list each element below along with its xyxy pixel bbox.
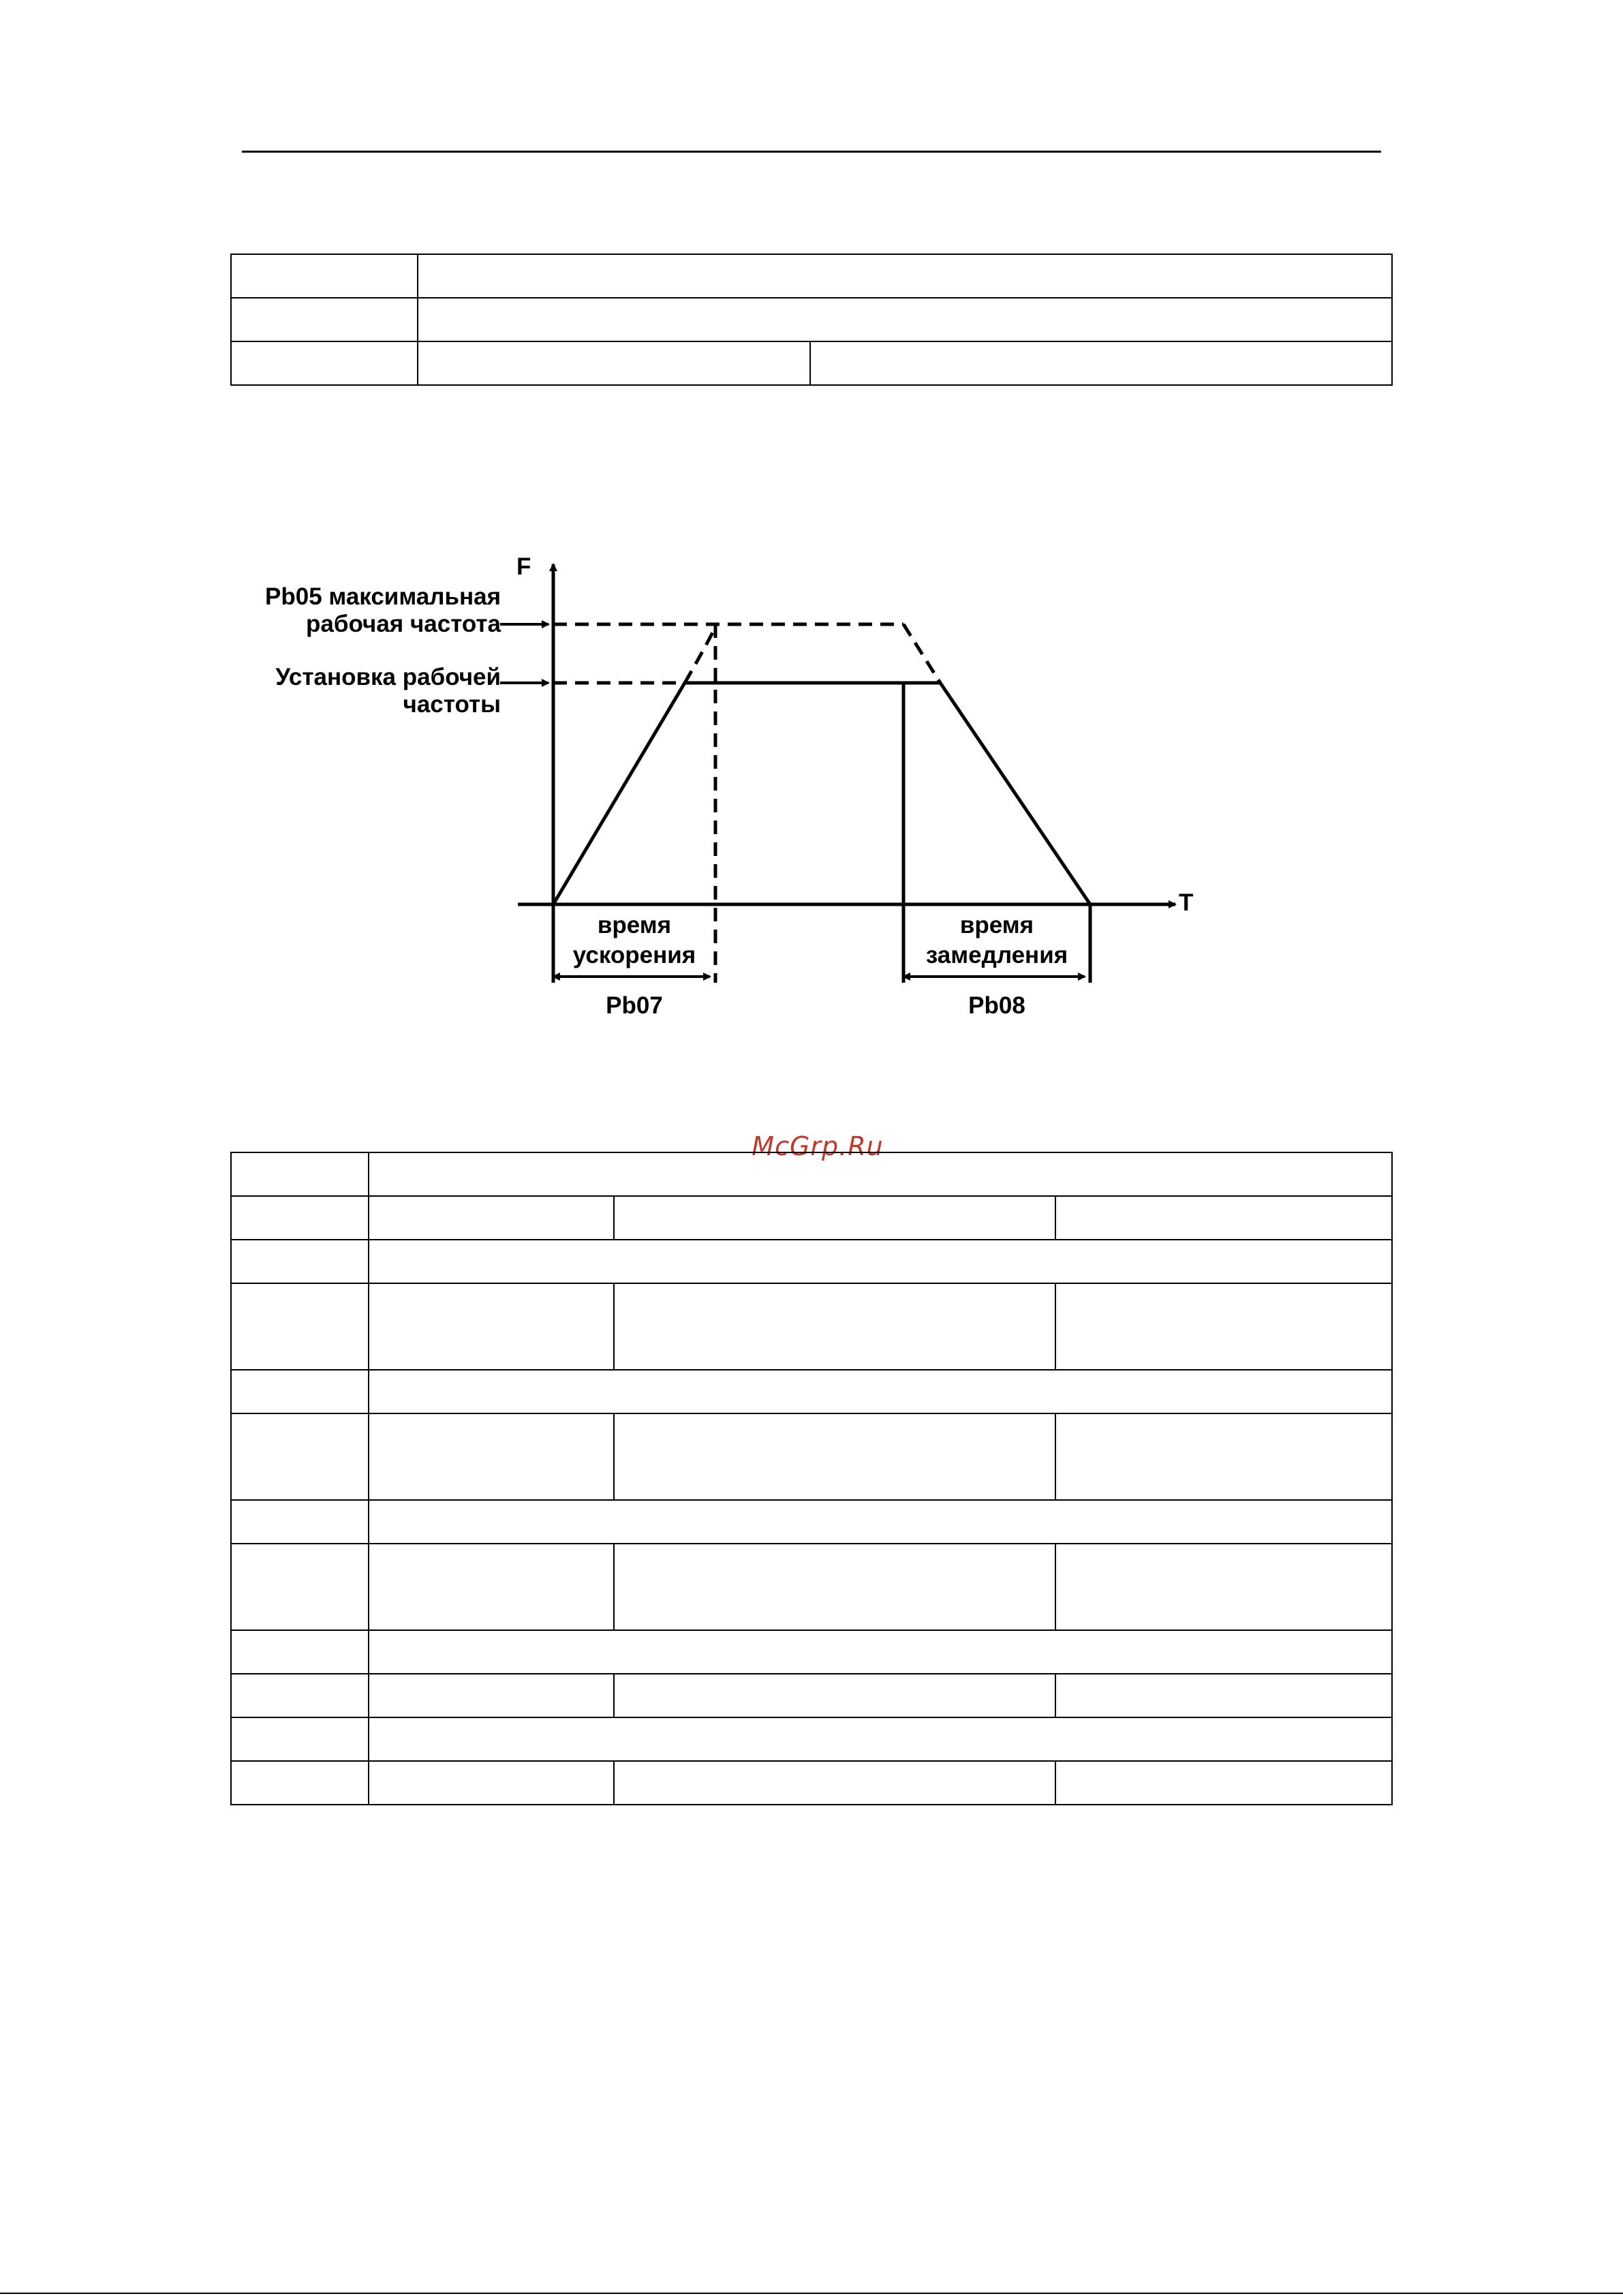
table-cell <box>810 341 1392 385</box>
header-rule <box>242 151 1381 153</box>
table-row <box>231 1152 1392 1196</box>
table-row <box>231 1630 1392 1674</box>
table-cell <box>614 1674 1055 1717</box>
max-freq-label-line1: Pb05 максимальная <box>265 583 501 610</box>
table-cell <box>369 1674 614 1717</box>
table-cell <box>614 1761 1055 1805</box>
max-freq-label-line2: рабочая частота <box>306 611 501 637</box>
table-cell <box>231 1674 369 1717</box>
table-cell <box>614 1196 1055 1240</box>
table-row <box>231 341 1392 385</box>
table-cell <box>231 1761 369 1805</box>
table-cell <box>369 1761 614 1805</box>
watermark: McGrp.Ru <box>752 1131 884 1161</box>
table-cell <box>369 1717 1392 1761</box>
table-cell <box>1055 1196 1392 1240</box>
accel-decel-diagram <box>245 545 1213 1036</box>
table-cell <box>369 1630 1392 1674</box>
table-cell <box>614 1283 1055 1370</box>
table-cell <box>231 1630 369 1674</box>
table-cell <box>1055 1761 1392 1805</box>
set-freq-label-line2: частоты <box>403 691 501 718</box>
table-row <box>231 1761 1392 1805</box>
decel-label-line2: замедления <box>925 942 1068 968</box>
table-row <box>231 298 1392 341</box>
table-cell <box>1055 1283 1392 1370</box>
table-cell <box>231 1196 369 1240</box>
table-cell <box>1055 1544 1392 1630</box>
table-row <box>231 1370 1392 1413</box>
table-cell <box>1055 1413 1392 1500</box>
table-cell <box>418 254 1392 298</box>
table-cell <box>369 1500 1392 1544</box>
table-cell <box>369 1544 614 1630</box>
table-row <box>231 1240 1392 1283</box>
table-cell <box>369 1370 1392 1413</box>
table-cell <box>231 1240 369 1283</box>
table-row <box>231 1717 1392 1761</box>
table-cell <box>369 1283 614 1370</box>
table-cell <box>418 298 1392 341</box>
table-cell <box>231 254 418 298</box>
set-freq-label-line1: Установка рабочей <box>275 664 501 690</box>
table-cell <box>231 1500 369 1544</box>
table-cell <box>369 1240 1392 1283</box>
decel-ramp <box>940 683 1090 904</box>
table-cell <box>231 341 418 385</box>
accel-ramp <box>553 683 685 904</box>
table-row <box>231 1674 1392 1717</box>
accel-label-line1: время <box>597 912 672 938</box>
table-cell <box>369 1413 614 1500</box>
table-cell <box>231 298 418 341</box>
table-cell <box>418 341 810 385</box>
table-cell <box>614 1544 1055 1630</box>
table-row <box>231 1196 1392 1240</box>
table-cell <box>231 1283 369 1370</box>
table-cell <box>231 1370 369 1413</box>
parameter-table-bottom <box>230 1152 1393 1805</box>
table-cell <box>231 1413 369 1500</box>
table-cell <box>231 1717 369 1761</box>
decel-param: Pb08 <box>968 992 1025 1019</box>
table-cell <box>369 1196 614 1240</box>
table-row <box>231 1544 1392 1630</box>
table-cell <box>231 1152 369 1196</box>
table-cell <box>231 1544 369 1630</box>
parameter-table-top <box>230 254 1393 386</box>
table-row <box>231 1500 1392 1544</box>
table-row <box>231 1413 1392 1500</box>
x-axis-label: T <box>1179 889 1194 916</box>
table-row <box>231 1283 1392 1370</box>
table-cell <box>1055 1674 1392 1717</box>
table-row <box>231 254 1392 298</box>
accel-ramp-dashed <box>685 627 715 683</box>
accel-param: Pb07 <box>606 992 663 1019</box>
table-cell <box>369 1152 1392 1196</box>
accel-label-line2: ускорения <box>572 942 696 968</box>
y-axis-label: F <box>516 553 531 580</box>
decel-label-line1: время <box>959 912 1034 938</box>
table-cell <box>614 1413 1055 1500</box>
decel-ramp-dashed <box>903 624 940 683</box>
footer-rule <box>0 2293 1623 2294</box>
